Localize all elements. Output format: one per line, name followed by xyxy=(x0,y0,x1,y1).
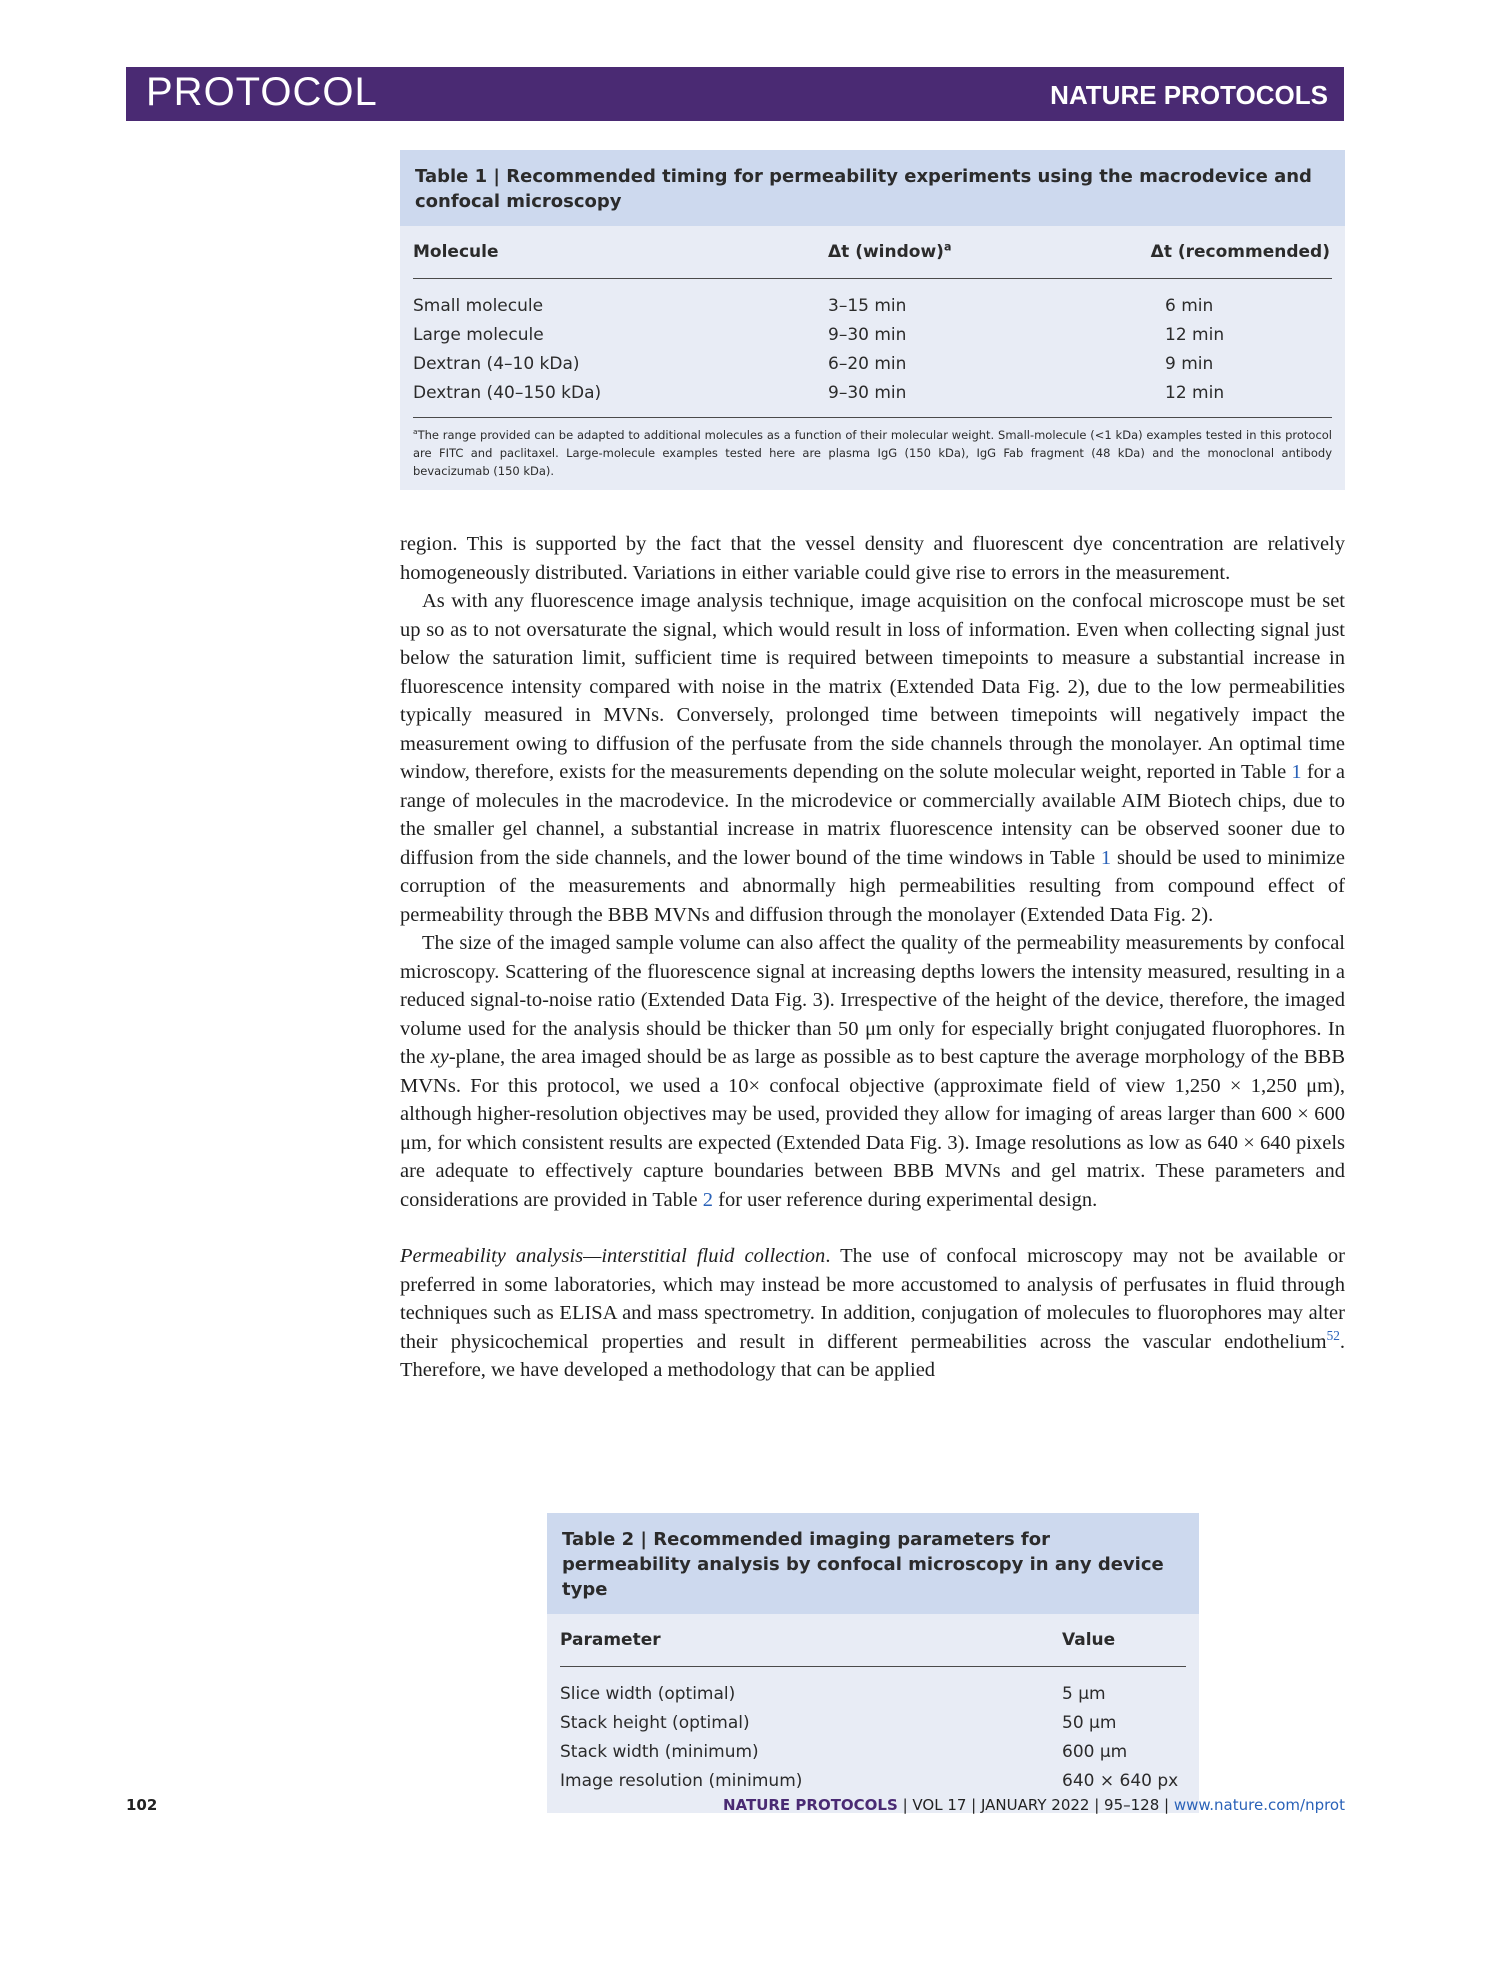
footer-journal: NATURE PROTOCOLS xyxy=(722,1796,898,1814)
citation-link[interactable]: 52 xyxy=(1326,1327,1340,1343)
table-2-title: Recommended imaging parameters for permeability analysis by confocal microscopy in any device type xyxy=(562,1529,1164,1600)
table-row: Slice width (optimal) 5 μm xyxy=(560,1684,1106,1704)
page-number: 102 xyxy=(126,1796,158,1814)
header-banner xyxy=(126,67,1344,121)
table-row: Small molecule 3–15 min 6 min xyxy=(413,296,1214,316)
table-row: Dextran (40–150 kDa) 9–30 min 12 min xyxy=(413,383,1225,403)
header-window: Δt (window)$^a$ xyxy=(828,240,952,262)
table-ref-link[interactable]: 1 xyxy=(1291,761,1302,783)
table-row: Dextran (4–10 kDa) 6–20 min 9 min xyxy=(413,354,1214,374)
journal-name: NATURE PROTOCOLS xyxy=(1050,80,1328,110)
table-row: Large molecule 9–30 min 12 min xyxy=(413,325,1225,345)
paragraph-1: region. This is supported by the fact that the vessel density and fluorescent dye concentration are relatively homogeneously distributed. Variations in either variable could give rise to errors in the measurement. xyxy=(400,533,1345,584)
table-2-caption xyxy=(547,1513,1199,1614)
table-ref-link[interactable]: 1 xyxy=(1100,846,1112,869)
paragraph-4: Permeability analysis—interstitial fluid collection. The use of confocal microscopy may not be available or preferred in some laboratories, which may instead be more accustomed to analysis of perfusates in fluid through techniques such as ELISA and mass spectrometry. In addition, conjugation of molecules to fluorophores may alter their physicochemical properties and result in different permeabilities across the vascular endothelium$^{52}$. Therefore, we have developed a methodology that can be applied xyxy=(400,1245,1345,1381)
table-row: Stack width (minimum) 600 μm xyxy=(560,1742,1128,1762)
footer-citation: NATURE PROTOCOLS | VOL 17 | JANUARY 2022 | 95–128 | www.nature.com/nprot xyxy=(722,1796,1345,1814)
journal-url-link[interactable]: www.nature.com/nprot xyxy=(1173,1796,1345,1814)
table-2-body xyxy=(560,1667,1186,1813)
paragraph-2: As with any fluorescence image analysis technique, image acquisition on the confocal microscope must be set up so as to not oversaturate the signal, which would result in loss of information. Even when collecting signal just below the saturation limit, sufficient time is required between timepoints to measure a substantial increase in fluorescence intensity compared with noise in the matrix (Extended Data Fig. 2), due to the low permeabilities typically measured in MVNs. Conversely, prolonged time between timepoints will negatively impact the measurement owing to diffusion of the perfusate from the side channels through the monolayer. An optimal time window, therefore, exists for the measurements depending on the solute molecular weight, reported in Table 1 for a range of molecules in the macrodevice. In the microdevice or commercially available AIM Biotech chips, due to the smaller gel channel, a substantial increase in matrix fluorescence intensity can be observed sooner due to diffusion from the side channels, and the lower bound of the time windows in Table 1 should be used to minimize corruption of the measurements and abnormally high permeabilities resulting from compound effect of permeability through the BBB MVNs and diffusion through the monolayer (Extended Data Fig. 2). xyxy=(400,590,1345,926)
header-recommended: Δt (recommended) xyxy=(1150,242,1330,262)
table-ref-link[interactable]: 2 xyxy=(702,1188,713,1211)
table-2-header xyxy=(560,1614,1186,1667)
header-molecule: Molecule xyxy=(413,242,499,262)
table-1-title: Recommended timing for permeability experiments using the macrodevice and confocal microscopy xyxy=(415,166,1312,212)
table-2-label: Table 2 | xyxy=(562,1529,647,1550)
table-2 xyxy=(547,1513,1199,1813)
table-1-header xyxy=(413,226,1332,279)
table-row: Image resolution (minimum) 640 × 640 px xyxy=(560,1771,1179,1791)
header-parameter: Parameter xyxy=(560,1630,661,1650)
table-1-caption xyxy=(400,150,1345,226)
table-1-body xyxy=(413,279,1332,418)
paragraph-3: The size of the imaged sample volume can also affect the quality of the permeability measurements by confocal microscopy. Scattering of the fluorescence signal at increasing depths lowers the intensity measured, resulting in a reduced signal-to-noise ratio (Extended Data Fig. 3). Irrespective of the height of the device, therefore, the imaged volume used for the analysis should be thicker than 50 μm only for especially bright conjugated fluorophores. In the xy-plane, the area imaged should be as large as possible as to best capture the average morphology of the BBB MVNs. For this protocol, we used a 10× confocal objective (approximate field of view 1,250 × 1,250 μm), although higher-resolution objectives may be used, provided they allow for imaging of areas larger than 600 × 600 μm, for which consistent results are expected (Extended Data Fig. 3). Image resolutions as low as 640 × 640 pixels are adequate to effectively capture boundaries between BBB MVNs and gel matrix. These parameters and considerations are provided in Table 2 for user reference during experimental design. xyxy=(400,932,1346,1211)
table-1 xyxy=(400,150,1345,490)
article-body xyxy=(400,530,1345,1385)
table-1-label: Table 1 | xyxy=(415,166,500,187)
section-label: PROTOCOL xyxy=(146,70,378,114)
header-value: Value xyxy=(1062,1630,1116,1650)
section-subheading: Permeability analysis—interstitial fluid collection xyxy=(400,1245,826,1267)
table-1-footnote: $^a$The range provided can be adapted to additional molecules as a function of their molecular weight. Small-molecule (<1 kDa) examples tested in this protocol are FITC and paclitaxel. Large-molecule examples tested here are plasma IgG (150 kDa), IgG Fab fragment (48 kDa) and the monoclonal antibody bevacizumab (150 kDa). xyxy=(413,427,1332,478)
table-row: Stack height (optimal) 50 μm xyxy=(560,1713,1117,1733)
